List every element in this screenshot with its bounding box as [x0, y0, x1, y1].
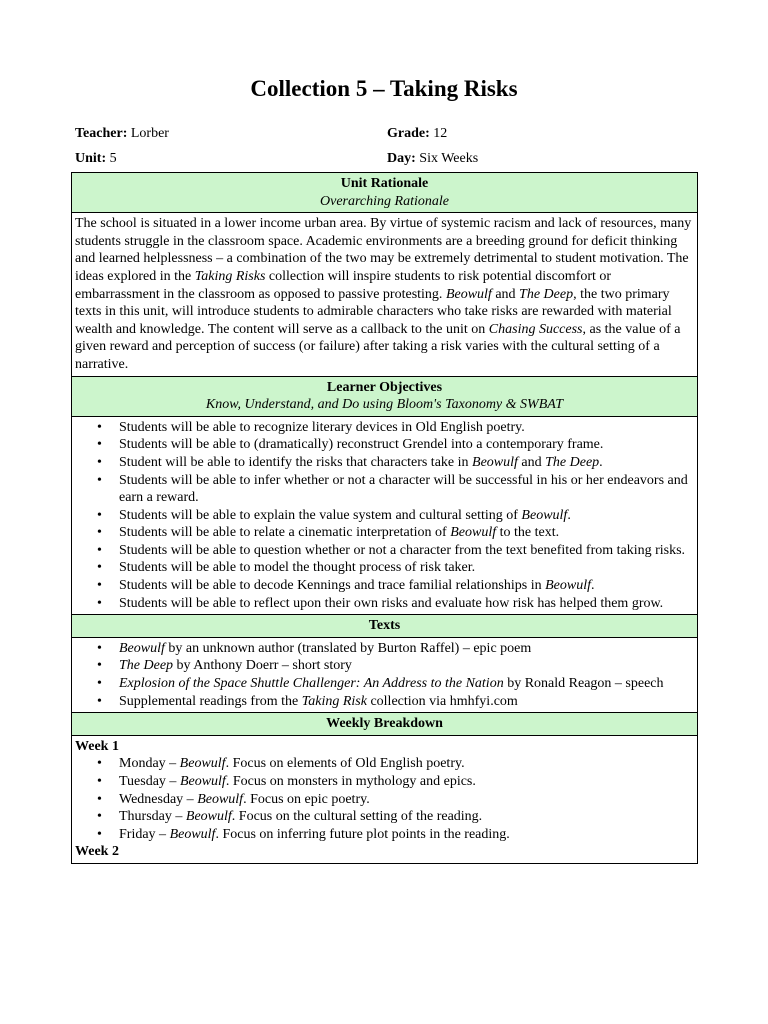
- rationale-text: The school is situated in a lower income urban area. By virtue of systemic racism and lack of resources, many students struggle in the classroom space. Academic environments are a breeding ground for deficit thinking and learned helplessness – a combination of the two may be extremely detrimental to student motivation. The ideas explored in the: [75, 216, 692, 284]
- objectives-body: [72, 416, 698, 615]
- texts-header: [72, 615, 698, 638]
- list-item: • Student will be able to identify the risks that characters take in Beowulf and The Deep.: [119, 454, 694, 472]
- unit-value: 5: [109, 151, 117, 166]
- list-item: • Tuesday – Beowulf. Focus on monsters in mythology and epics.: [119, 773, 694, 791]
- list-item: • Friday – Beowulf. Focus on inferring future plot points in the reading.: [119, 826, 694, 844]
- rationale-italic: Taking Risks: [194, 268, 266, 284]
- list-item: • Students will be able to model the thought process of risk taker.: [119, 559, 694, 577]
- rationale-header: [72, 173, 698, 213]
- objectives-header: [72, 376, 698, 416]
- day-value: Six Weeks: [419, 151, 479, 166]
- texts-heading: Texts: [368, 618, 401, 634]
- objectives-list: [75, 419, 694, 613]
- day-label: Day:: [387, 151, 416, 166]
- texts-body: [72, 637, 698, 712]
- list-item: • Monday – Beowulf. Focus on elements of Old English poetry.: [119, 755, 694, 773]
- rationale-heading: Unit Rationale: [340, 176, 429, 191]
- list-item: • The Deep by Anthony Doerr – short story: [119, 657, 694, 675]
- rationale-text: , as the value of a given reward and perception of success (or failure) after taking a risk varies with the cultural setting of a narrative.: [75, 321, 681, 372]
- grade-label: Grade:: [387, 126, 430, 141]
- list-item: • Students will be able to recognize literary devices in Old English poetry.: [119, 419, 694, 437]
- list-item: • Students will be able to reflect upon their own risks and evaluate how risk has helped them grow.: [119, 595, 694, 613]
- teacher-label: Teacher:: [75, 126, 128, 141]
- rationale-italic: Chasing Success: [488, 321, 583, 337]
- week-1-list: [75, 755, 694, 843]
- week-1-label: Week 1: [75, 738, 119, 754]
- teacher-field: [75, 125, 169, 142]
- rationale-text: and: [491, 286, 520, 302]
- grade-field: [387, 125, 447, 142]
- list-item: • Supplemental readings from the Taking Risk collection via hmhfyi.com: [119, 693, 694, 711]
- list-item: • Students will be able to decode Kennings and trace familial relationships in Beowulf.: [119, 577, 694, 595]
- weekly-header: [72, 713, 698, 736]
- rationale-text: collection will inspire students to risk potential discomfort or embarrassment in the classroom as opposed to passive protesting.: [75, 268, 612, 302]
- list-item: • Students will be able to question whether or not a character from the text benefited from taking risks.: [119, 542, 694, 560]
- objectives-heading: Learner Objectives: [326, 379, 443, 395]
- rationale-body: [72, 213, 698, 376]
- rationale-text: , the two primary texts in this unit, will introduce students to admirable characters who take risks are rewarded with material wealth and knowledge. The content will serve as a callback to the unit on: [75, 286, 672, 337]
- objectives-subheading: Know, Understand, and Do using Bloom's Taxonomy & SWBAT: [205, 397, 564, 413]
- rationale-italic: The Deep: [519, 286, 574, 302]
- list-item: • Explosion of the Space Shuttle Challenger: An Address to the Nation by Ronald Reagon – speech: [119, 675, 694, 693]
- week-2-label: Week 2: [75, 844, 119, 860]
- list-item: • Students will be able to relate a cinematic interpretation of Beowulf to the text.: [119, 524, 694, 542]
- unit-field: [75, 150, 117, 167]
- page-title: Collection 5 – Taking Risks: [250, 76, 518, 101]
- list-item: • Students will be able to (dramatically) reconstruct Grendel into a contemporary frame.: [119, 436, 694, 454]
- list-item: • Wednesday – Beowulf. Focus on epic poetry.: [119, 791, 694, 809]
- list-item: • Thursday – Beowulf. Focus on the cultural setting of the reading.: [119, 808, 694, 826]
- list-item: • Beowulf by an unknown author (translated by Burton Raffel) – epic poem: [119, 640, 694, 658]
- teacher-value: Lorber: [130, 126, 169, 141]
- weekly-heading: Weekly Breakdown: [326, 716, 443, 732]
- unit-plan-table: [71, 172, 698, 864]
- list-item: • Students will be able to explain the value system and cultural setting of Beowulf.: [119, 507, 694, 525]
- weekly-body: [72, 735, 698, 863]
- list-item: • Students will be able to infer whether or not a character will be successful in his or her endeavors and earn a reward.: [119, 472, 694, 507]
- rationale-italic: Beowulf: [445, 286, 492, 302]
- grade-value: 12: [433, 126, 448, 141]
- day-field: [387, 150, 478, 167]
- unit-label: Unit:: [75, 151, 107, 166]
- rationale-subheading: Overarching Rationale: [320, 193, 449, 209]
- texts-list: [75, 640, 694, 710]
